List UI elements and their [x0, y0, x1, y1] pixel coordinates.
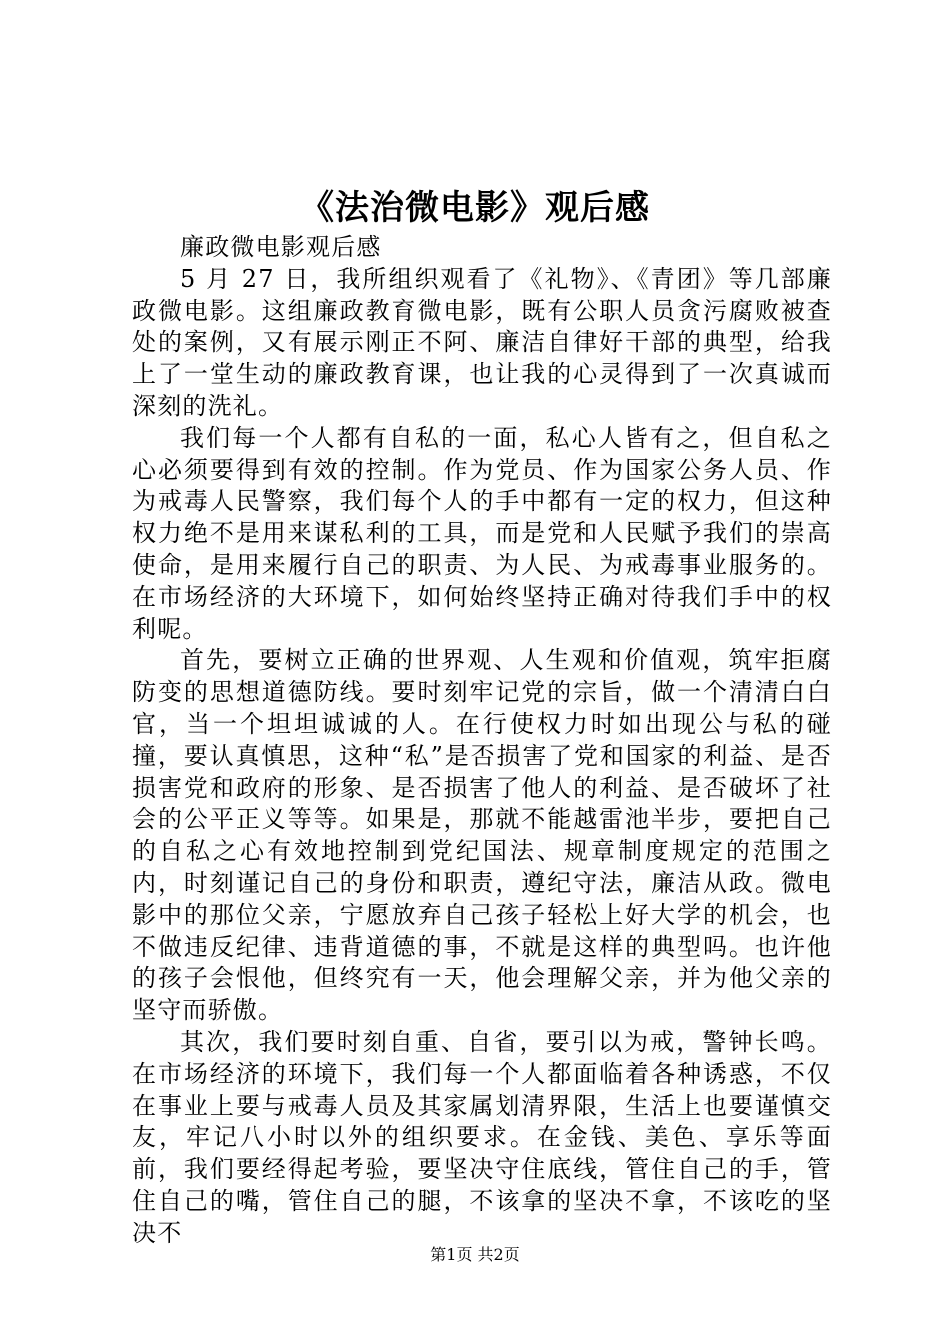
paragraph-4: 其次，我们要时刻自重、自省，要引以为戒，警钟长鸣。在市场经济的环境下，我们每一个人都面临着各种诱惑，不仅在事业上要与戒毒人员及其家属划清界限，生活上也要谨慎交友，牢记八小时以外的组织要求。在金钱、美色、享乐等面前，我们要经得起考验，要坚决守住底线，管住自己的手，管住自己的嘴，管住自己的腿，不该拿的坚决不拿，不该吃的坚决不	[132, 1027, 832, 1247]
paragraph-3: 首先，要树立正确的世界观、人生观和价值观，筑牢拒腐防变的思想道德防线。要时刻牢记党的宗旨，做一个清清白白官，当一个坦坦诚诚的人。在行使权力时如出现公与私的碰撞，要认真慎思，这种“私”是否损害了党和国家的利益、是否损害党和政府的形象、是否损害了他人的利益、是否破坏了社会的公平正义等等。如果是，那就不能越雷池半步，要把自己的自私之心有效地控制到党纪国法、规章制度规定的范围之内，时刻谨记自己的身份和职责，遵纪守法，廉洁从政。微电影中的那位父亲，宁愿放弃自己孩子轻松上好大学的机会，也不做违反纪律、违背道德的事，不就是这样的典型吗。也许他的孩子会恨他，但终究有一天，他会理解父亲，并为他父亲的坚守而骄傲。	[132, 646, 832, 1025]
paragraph-2: 我们每一个人都有自私的一面，私心人皆有之，但自私之心必须要得到有效的控制。作为党员、作为国家公务人员、作为戒毒人民警察，我们每个人的手中都有一定的权力，但这种权力绝不是用来谋私利的工具，而是党和人民赋予我们的崇高使命，是用来履行自己的职责、为人民、为戒毒事业服务的。在市场经济的大环境下，如何始终坚持正确对待我们手中的权利呢。	[132, 423, 832, 643]
paragraph-1: 5 月 27 日，我所组织观看了《礼物》、《青团》等几部廉政微电影。这组廉政教育微电影，既有公职人员贪污腐败被查处的案例，又有展示刚正不阿、廉洁自律好干部的典型，给我上了一堂生动的廉政教育课，也让我的心灵得到了一次真诚而深刻的洗礼。	[132, 264, 832, 420]
document-title: 《法治微电影》观后感	[300, 188, 650, 228]
page-footer: 第1页 共2页	[430, 1245, 520, 1264]
paragraph-subtitle: 廉政微电影观后感	[180, 233, 382, 261]
document-body	[132, 232, 832, 1250]
